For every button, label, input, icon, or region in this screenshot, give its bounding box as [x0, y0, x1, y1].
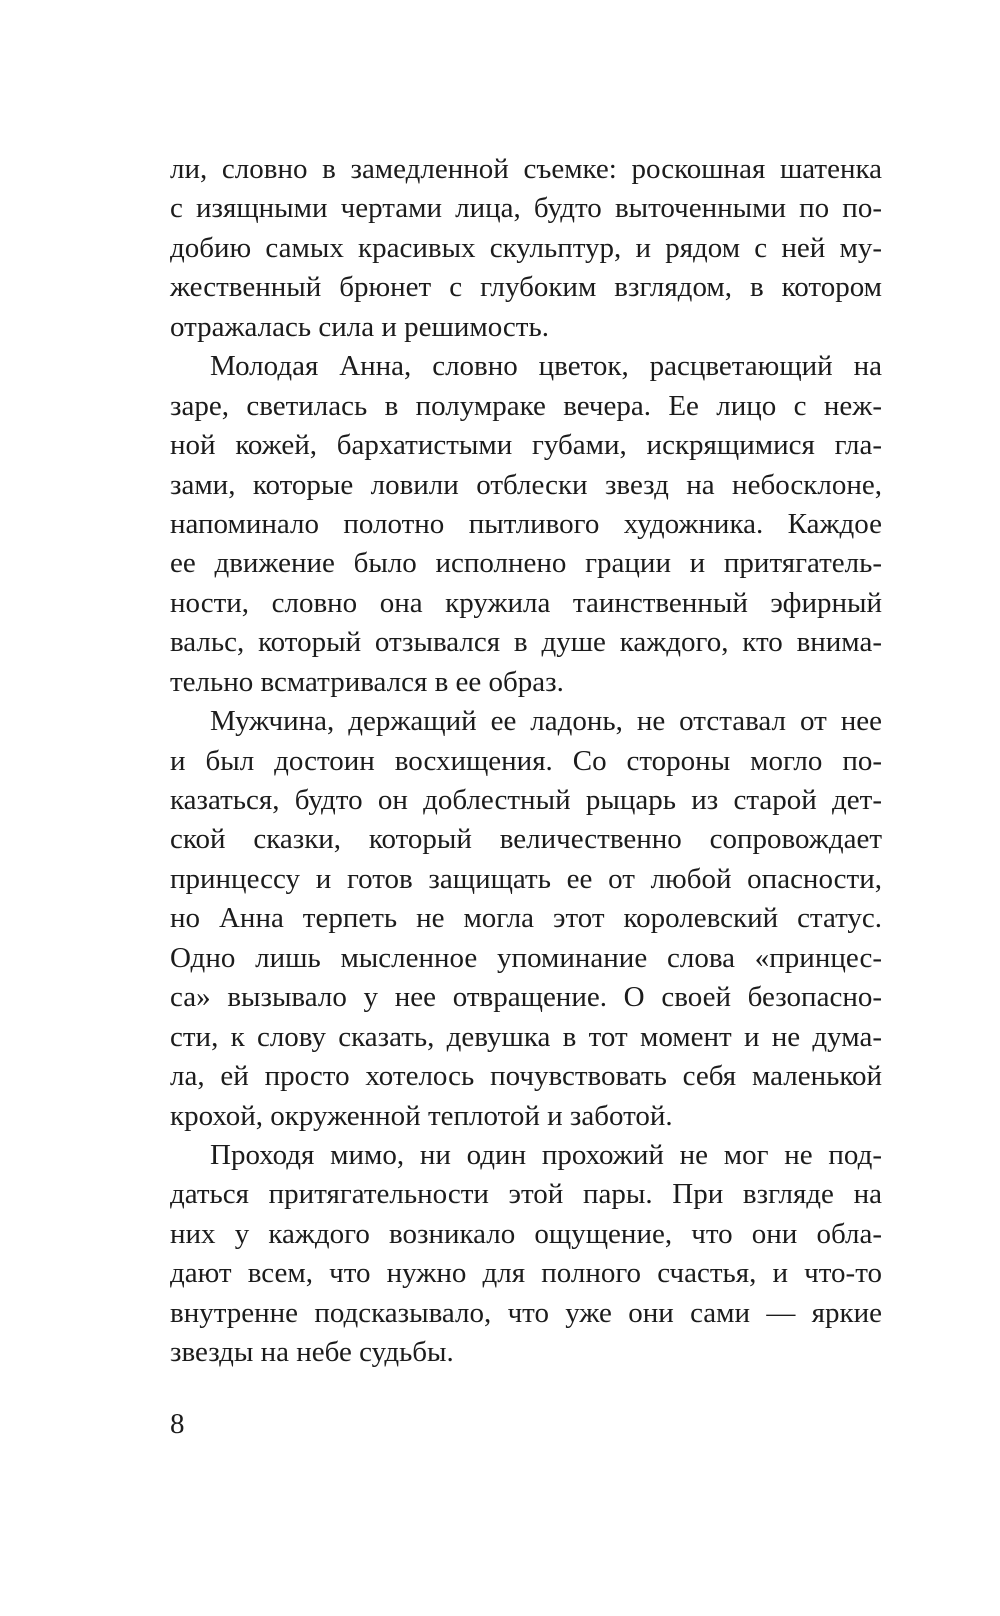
text-line: зами, которые ловили отблески звезд на небосклоне, — [170, 468, 882, 501]
text-line: внутренне подсказывало, что уже они сами — яркие — [170, 1296, 882, 1329]
text-line: даться притягательности этой пары. При взгляде на — [170, 1178, 882, 1211]
text-line: ли, словно в замедленной съемке: роскошная шатенка — [170, 153, 882, 185]
body-text — [170, 150, 882, 1373]
text-line: напоминало полотно пытливого художника. Каждое — [170, 507, 882, 540]
text-line: ской сказки, который величественно сопровождает — [170, 823, 882, 856]
text-line: казаться, будто он доблестный рыцарь из старой дет- — [170, 784, 882, 816]
text-line: ее движение было исполнено грации и притягатель- — [170, 547, 882, 580]
text-line: вальс, который отзывался в душе каждого, кто внима- — [170, 626, 882, 659]
text-line: крохой, окруженной теплотой и заботой. — [170, 1099, 673, 1132]
page-number: 8 — [170, 1408, 185, 1440]
text-line: са» вызывало у нее отвращение. О своей безопасно- — [170, 981, 882, 1014]
paragraph-first-line: Мужчина, держащий ее ладонь, не отставал от нее — [210, 705, 882, 738]
text-line: ной кожей, бархатистыми губами, искрящимися гла- — [170, 429, 882, 462]
paragraph-first-line: Молодая Анна, словно цветок, расцветающий на — [210, 350, 882, 383]
text-line: жественный брюнет с глубоким взглядом, в котором — [170, 271, 882, 304]
text-line: но Анна терпеть не могла этот королевский статус. — [170, 902, 882, 935]
text-line: звезды на небе судьбы. — [170, 1336, 454, 1369]
text-line: заре, светилась в полумраке вечера. Ее лицо с неж- — [170, 389, 882, 422]
text-line: дают всем, что нужно для полного счастья, и что-то — [170, 1257, 882, 1290]
text-line: сти, к слову сказать, девушка в тот момент и не дума- — [170, 1020, 882, 1053]
text-line: них у каждого возникало ощущение, что они обла- — [170, 1217, 882, 1250]
text-line: ла, ей просто хотелось почувствовать себя маленькой — [170, 1060, 882, 1093]
text-line: принцессу и готов защищать ее от любой опасности, — [170, 862, 882, 895]
paragraph-first-line: Проходя мимо, ни один прохожий не мог не под- — [210, 1138, 882, 1171]
text-line: с изящными чертами лица, будто выточенными по по- — [170, 192, 882, 225]
text-line: добию самых красивых скульптур, и рядом с ней му- — [170, 231, 882, 264]
text-line: отражалась сила и решимость. — [170, 310, 549, 343]
text-line: тельно всматривался в ее образ. — [170, 665, 564, 698]
text-line: и был достоин восхищения. Со стороны могло по- — [170, 744, 882, 777]
text-line: ности, словно она кружила таинственный эфирный — [170, 586, 882, 619]
text-line: Одно лишь мысленное упоминание слова «принцес- — [170, 941, 882, 974]
